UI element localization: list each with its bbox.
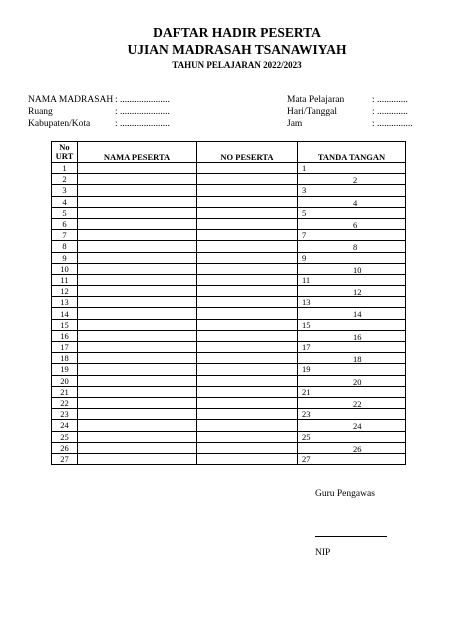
info-label: NAMA MADRASAH	[28, 95, 114, 105]
participant-number-cell[interactable]	[197, 286, 298, 297]
table-row	[52, 453, 406, 464]
signature-number: 7	[302, 230, 307, 241]
participant-number-cell[interactable]	[197, 386, 298, 397]
signature-number: 18	[353, 354, 362, 364]
column-header-signature: TANDA TANGAN	[298, 142, 406, 163]
row-number: 16	[52, 330, 78, 341]
signature-cell[interactable]	[298, 263, 406, 274]
table-row	[52, 274, 406, 285]
row-number: 14	[52, 308, 78, 319]
info-label: Ruang	[28, 107, 53, 117]
participant-name-cell[interactable]	[78, 330, 197, 341]
signature-number: 26	[353, 443, 362, 454]
participant-name-cell[interactable]	[78, 196, 197, 207]
participant-number-cell[interactable]	[197, 196, 298, 207]
participant-name-cell[interactable]	[78, 230, 197, 241]
table-row	[52, 263, 406, 274]
info-label: Hari/Tanggal	[287, 107, 337, 117]
signature-cell[interactable]	[298, 218, 406, 229]
row-number: 25	[52, 431, 78, 442]
participant-name-cell[interactable]	[78, 386, 197, 397]
table-row	[52, 297, 406, 308]
signature-cell[interactable]	[298, 409, 406, 420]
row-number: 18	[52, 353, 78, 364]
participant-name-cell[interactable]	[78, 274, 197, 285]
row-number: 1	[52, 163, 78, 174]
table-row	[52, 230, 406, 241]
info-label: Kabupaten/Kota	[28, 119, 91, 129]
table-row	[52, 241, 406, 252]
info-value: : .....................	[115, 119, 170, 129]
participant-number-cell[interactable]	[197, 185, 298, 196]
participant-number-cell[interactable]	[197, 442, 298, 453]
signature-number: 2	[353, 175, 358, 185]
info-value: : ...............	[372, 119, 413, 129]
table-row	[52, 308, 406, 319]
participant-number-cell[interactable]	[197, 241, 298, 252]
participant-name-cell[interactable]	[78, 375, 197, 386]
signature-cell[interactable]	[298, 442, 406, 453]
info-row-school	[28, 94, 228, 106]
signature-cell[interactable]	[298, 308, 406, 319]
row-number: 23	[52, 409, 78, 420]
signature-number: 19	[302, 364, 311, 375]
signature-number: 4	[353, 197, 358, 208]
signature-cell[interactable]	[298, 397, 406, 408]
row-number: 17	[52, 342, 78, 353]
table-row	[52, 397, 406, 408]
participant-name-cell[interactable]	[78, 218, 197, 229]
participant-number-cell[interactable]	[197, 409, 298, 420]
row-number: 4	[52, 196, 78, 207]
info-row-time	[287, 118, 447, 130]
document-subtitle: UJIAN MADRASAH TSANAWIYAH	[127, 42, 347, 57]
signature-number: 6	[353, 219, 358, 230]
row-number: 20	[52, 375, 78, 386]
participant-name-cell[interactable]	[78, 308, 197, 319]
signature-number: 1	[302, 163, 307, 173]
participant-number-cell[interactable]	[197, 453, 298, 464]
row-number: 7	[52, 230, 78, 241]
table-row	[52, 218, 406, 229]
signature-cell[interactable]	[298, 453, 406, 464]
row-number: 27	[52, 453, 78, 464]
info-value: : .....................	[115, 107, 170, 117]
participant-number-cell[interactable]	[197, 174, 298, 185]
signature-number: 9	[302, 252, 307, 263]
row-number: 5	[52, 207, 78, 218]
signature-cell[interactable]	[298, 330, 406, 341]
signature-number: 15	[302, 319, 311, 330]
participant-name-cell[interactable]	[78, 397, 197, 408]
signature-number: 21	[302, 386, 311, 397]
row-number: 3	[52, 185, 78, 196]
row-number: 2	[52, 174, 78, 185]
participant-number-cell[interactable]	[197, 420, 298, 431]
info-row-date	[287, 106, 447, 118]
signature-cell[interactable]	[298, 252, 406, 263]
signature-cell[interactable]	[298, 163, 406, 174]
participant-name-cell[interactable]	[78, 420, 197, 431]
row-number: 12	[52, 286, 78, 297]
row-number: 24	[52, 420, 78, 431]
participant-name-cell[interactable]	[78, 286, 197, 297]
school-info	[28, 94, 228, 134]
info-row-city	[28, 118, 228, 130]
participant-name-cell[interactable]	[78, 263, 197, 274]
table-row	[52, 252, 406, 263]
signature-cell[interactable]	[298, 174, 406, 185]
participant-number-cell[interactable]	[197, 342, 298, 353]
participant-number-cell[interactable]	[197, 163, 298, 174]
participant-number-cell[interactable]	[197, 397, 298, 408]
signature-cell[interactable]	[298, 207, 406, 218]
info-row-subject	[287, 94, 447, 106]
signature-number: 23	[302, 409, 311, 420]
row-number: 8	[52, 241, 78, 252]
table-row	[52, 207, 406, 218]
participant-name-cell[interactable]	[78, 342, 197, 353]
participant-name-cell[interactable]	[78, 364, 197, 375]
signature-number: 27	[302, 453, 311, 464]
signature-cell[interactable]	[298, 431, 406, 442]
participant-number-cell[interactable]	[197, 431, 298, 442]
signature-cell[interactable]	[298, 353, 406, 364]
table-row	[52, 431, 406, 442]
participant-name-cell[interactable]	[78, 409, 197, 420]
table-row	[52, 420, 406, 431]
info-value: : .............	[372, 95, 408, 105]
signature-cell[interactable]	[298, 342, 406, 353]
row-number: 13	[52, 297, 78, 308]
signature-cell[interactable]	[298, 319, 406, 330]
signature-cell[interactable]	[298, 420, 406, 431]
participant-number-cell[interactable]	[197, 319, 298, 330]
row-number: 26	[52, 442, 78, 453]
signature-number: 22	[353, 398, 362, 409]
info-label: Jam	[287, 119, 303, 129]
participant-number-cell[interactable]	[197, 330, 298, 341]
participant-number-cell[interactable]	[197, 218, 298, 229]
column-header-number: NO PESERTA	[197, 142, 298, 163]
row-number: 19	[52, 364, 78, 375]
row-number: 6	[52, 218, 78, 229]
participant-number-cell[interactable]	[197, 364, 298, 375]
participant-number-cell[interactable]	[197, 297, 298, 308]
signature-number: 25	[302, 431, 311, 442]
row-number: 11	[52, 274, 78, 285]
signature-number: 16	[353, 331, 362, 342]
signature-cell[interactable]	[298, 196, 406, 207]
participant-number-cell[interactable]	[197, 308, 298, 319]
table-row	[52, 409, 406, 420]
participant-name-cell[interactable]	[78, 252, 197, 263]
signature-number: 3	[302, 185, 307, 196]
signature-number: 17	[302, 342, 311, 352]
signature-number: 10	[353, 264, 362, 275]
participant-name-cell[interactable]	[78, 353, 197, 364]
row-number: 10	[52, 263, 78, 274]
signature-cell[interactable]	[298, 230, 406, 241]
participant-number-cell[interactable]	[197, 375, 298, 386]
signature-line	[315, 536, 387, 537]
info-label: Mata Pelajaran	[287, 95, 345, 105]
table-row	[52, 185, 406, 196]
participant-number-cell[interactable]	[197, 274, 298, 285]
column-header-name: NAMA PESERTA	[78, 142, 197, 163]
exam-info	[287, 94, 447, 134]
participant-name-cell[interactable]	[78, 174, 197, 185]
supervisor-title: Guru Pengawas	[315, 489, 375, 499]
signature-cell[interactable]	[298, 297, 406, 308]
participant-name-cell[interactable]	[78, 442, 197, 453]
signature-number: 5	[302, 207, 307, 218]
participant-name-cell[interactable]	[78, 207, 197, 218]
participant-number-cell[interactable]	[197, 263, 298, 274]
row-number: 9	[52, 252, 78, 263]
signature-number: 13	[302, 297, 311, 308]
table-row	[52, 319, 406, 330]
signature-cell[interactable]	[298, 241, 406, 252]
signature-cell[interactable]	[298, 375, 406, 386]
table-header-row	[52, 142, 406, 163]
participant-name-cell[interactable]	[78, 431, 197, 442]
column-header-no: No URT	[52, 142, 78, 163]
signature-cell[interactable]	[298, 286, 406, 297]
participant-name-cell[interactable]	[78, 319, 197, 330]
info-row-room	[28, 106, 228, 118]
participant-number-cell[interactable]	[197, 207, 298, 218]
nip-label: NIP	[315, 548, 331, 558]
table-row	[52, 442, 406, 453]
participant-number-cell[interactable]	[197, 252, 298, 263]
participant-name-cell[interactable]	[78, 163, 197, 174]
participant-number-cell[interactable]	[197, 353, 298, 364]
signature-cell[interactable]	[298, 386, 406, 397]
signature-number: 12	[353, 287, 362, 297]
table-row	[52, 286, 406, 297]
signature-cell[interactable]	[298, 364, 406, 375]
academic-year: TAHUN PELAJARAN 2022/2023	[172, 60, 302, 70]
signature-number: 11	[302, 274, 311, 285]
table-row	[52, 375, 406, 386]
info-value: : .............	[372, 107, 408, 117]
signature-cell[interactable]	[298, 274, 406, 285]
row-number: 22	[52, 397, 78, 408]
table-row	[52, 364, 406, 375]
table-row	[52, 163, 406, 174]
signature-number: 8	[353, 242, 358, 252]
signature-number: 14	[353, 309, 362, 320]
attendance-table	[51, 141, 406, 465]
participant-number-cell[interactable]	[197, 230, 298, 241]
table-row	[52, 174, 406, 185]
table-row	[52, 386, 406, 397]
table-row	[52, 196, 406, 207]
signature-number: 20	[353, 376, 362, 387]
row-number: 21	[52, 386, 78, 397]
signature-cell[interactable]	[298, 185, 406, 196]
table-row	[52, 342, 406, 353]
participant-name-cell[interactable]	[78, 241, 197, 252]
info-value: : .....................	[115, 95, 170, 105]
table-row	[52, 353, 406, 364]
document-title: DAFTAR HADIR PESERTA	[153, 25, 321, 40]
signature-number: 24	[353, 421, 362, 431]
participant-name-cell[interactable]	[78, 185, 197, 196]
table-row	[52, 330, 406, 341]
participant-name-cell[interactable]	[78, 453, 197, 464]
row-number: 15	[52, 319, 78, 330]
participant-name-cell[interactable]	[78, 297, 197, 308]
